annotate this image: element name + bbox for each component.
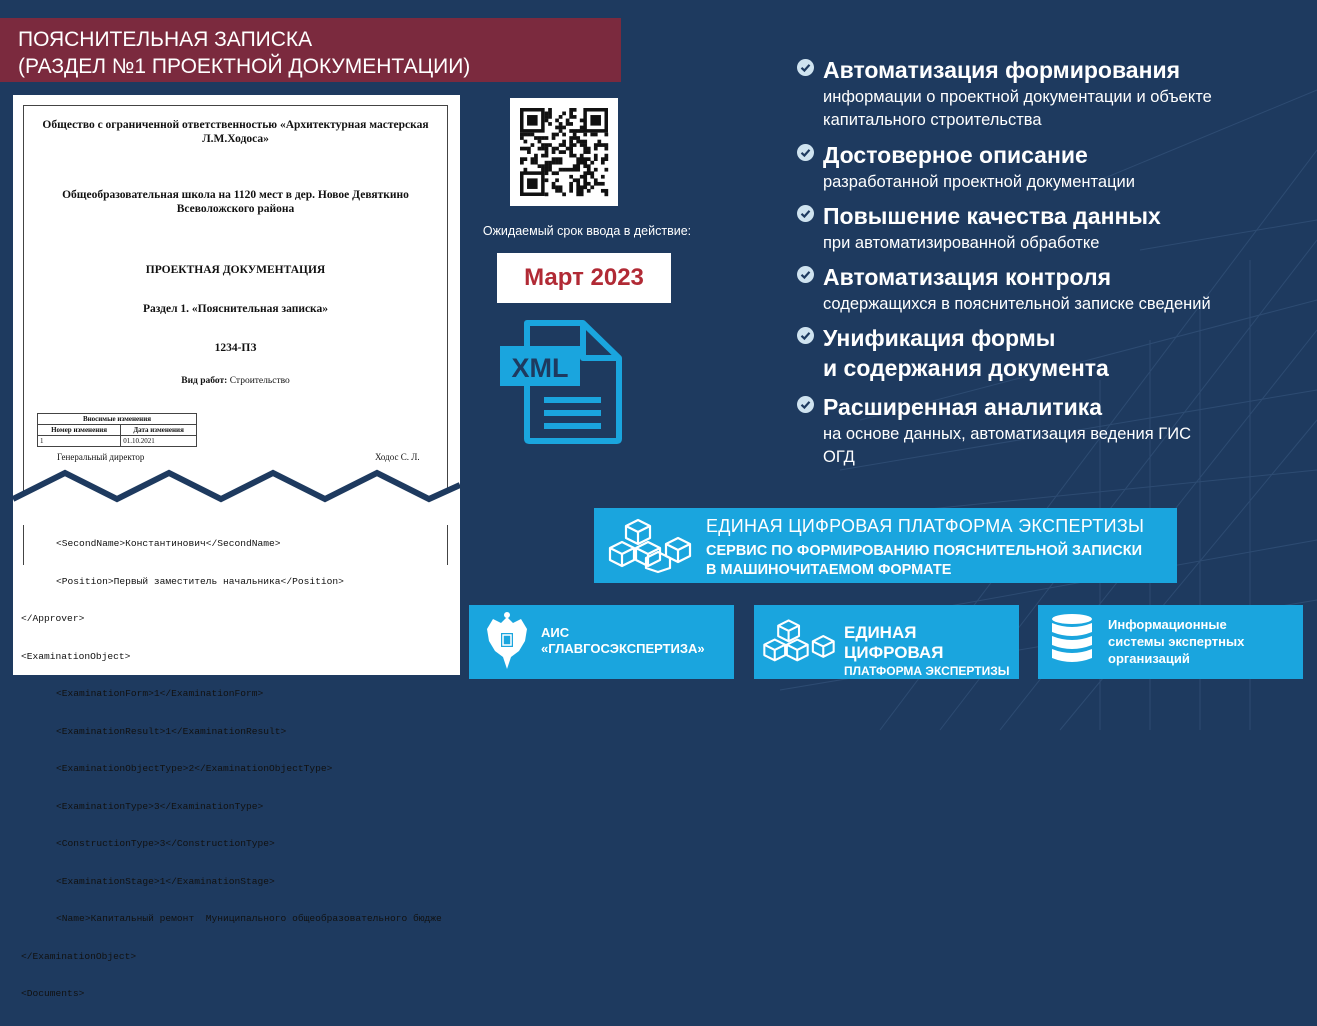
platform-banner[interactable] <box>594 508 1177 583</box>
doc-object-line1: Общеобразовательная школа на 1120 мест в дер. Новое Девяткино <box>62 189 409 201</box>
feature-subtext: разработанной проектной документации <box>823 173 1135 191</box>
doc-org-line2: Л.М.Ходоса» <box>202 133 269 145</box>
cubes-network-icon <box>608 516 692 576</box>
feature-subtext: ОГД <box>823 448 855 466</box>
document-preview <box>13 95 460 999</box>
doc-section: Раздел 1. «Пояснительная записка» <box>142 303 329 315</box>
tile-ais-glavgosexpertiza[interactable] <box>469 605 734 679</box>
feature-subtext: содержащихся в пояснительной записке сведений <box>823 295 1211 313</box>
xml-line: <Name>Капитальный ремонт Муниципального общеобразовательного бюдже <box>33 913 442 924</box>
feature-heading: Достоверное описание <box>823 142 1088 168</box>
tile-ecp-line1: ЕДИНАЯ ЦИФРОВАЯ <box>844 623 944 662</box>
tile-information-systems[interactable] <box>1038 605 1303 679</box>
check-circle-icon <box>797 266 814 283</box>
platform-banner-title: ЕДИНАЯ ЦИФРОВАЯ ПЛАТФОРМА ЭКСПЕРТИЗЫ <box>706 516 1145 536</box>
changes-table <box>37 413 197 447</box>
xml-line: <ExaminationForm>1</ExaminationForm> <box>33 688 264 699</box>
tile-ais-line2: «ГЛАВГОСЭКСПЕРТИЗА» <box>541 641 705 656</box>
tile-is-line1: Информационные <box>1108 617 1227 632</box>
tile-ecp-line2: ПЛАТФОРМА ЭКСПЕРТИЗЫ <box>844 664 1010 678</box>
feature-subtext: капитального строительства <box>823 111 1042 129</box>
xml-line: <ExaminationObject> <box>21 650 131 662</box>
doc-director-name: Ходос С. Л. <box>375 452 420 462</box>
feature-subtext: информации о проектной документации и объекте <box>823 88 1212 106</box>
tile-is-line2: системы экспертных <box>1108 634 1245 649</box>
doc-work-type-label: Вид работ: <box>181 376 228 386</box>
slide-title-line2: (РАЗДЕЛ №1 ПРОЕКТНОЙ ДОКУМЕНТАЦИИ) <box>18 55 471 78</box>
doc-object-line2: Всеволожского района <box>176 203 295 215</box>
feature-heading-line2: и содержания документа <box>823 355 1109 381</box>
doc-work-type <box>33 373 438 389</box>
xml-line: <Position>Первый заместитель начальника</Position> <box>33 575 344 587</box>
changes-title: Вносимые изменения <box>38 414 197 425</box>
eagle-emblem-icon <box>481 611 533 673</box>
xml-file-icon <box>497 320 623 444</box>
xml-line: </Approver> <box>21 613 85 624</box>
changes-col1: Номер изменения <box>38 425 121 436</box>
expected-date-value: Март 2023 <box>497 253 671 303</box>
doc-director-label: Генеральный директор <box>57 452 145 462</box>
xml-line: <Documents> <box>21 988 85 999</box>
feature-heading: Автоматизация формирования <box>823 57 1181 83</box>
feature-heading: Повышение качества данных <box>823 203 1161 229</box>
check-circle-icon <box>797 396 814 413</box>
platform-banner-sub2: В МАШИНОЧИТАЕМОМ ФОРМАТЕ <box>706 562 952 578</box>
feature-heading: Расширенная аналитика <box>823 394 1103 420</box>
xml-line: <ExaminationStage>1</ExaminationStage> <box>33 875 275 887</box>
doc-work-type-value: Строительство <box>229 376 290 386</box>
feature-heading: Автоматизация контроля <box>823 264 1112 290</box>
tile-is-line3: организаций <box>1108 651 1190 666</box>
platform-banner-sub1: СЕРВИС ПО ФОРМИРОВАНИЮ ПОЯСНИТЕЛЬНОЙ ЗАПИСКИ <box>706 543 1142 559</box>
doc-code: 1234-ПЗ <box>214 342 257 354</box>
doc-type: ПРОЕКТНАЯ ДОКУМЕНТАЦИЯ <box>145 264 326 276</box>
xml-code-preview <box>21 513 463 1026</box>
tile-unified-digital-platform[interactable] <box>754 605 1019 679</box>
cubes-network-icon <box>760 617 838 669</box>
feature-heading: Унификация формы <box>823 325 1056 351</box>
xml-line: <ExaminationObjectType>2</ExaminationObjectType> <box>33 763 333 774</box>
check-circle-icon <box>797 59 814 76</box>
xml-line: <ExaminationResult>1</ExaminationResult> <box>33 725 287 737</box>
feature-subtext: на основе данных, автоматизация ведения ГИС <box>823 425 1191 443</box>
tile-ais-line1: АИС <box>541 625 570 640</box>
slide-title-line1: ПОЯСНИТЕЛЬНАЯ ЗАПИСКА <box>18 28 313 51</box>
expected-date-label: Ожидаемый срок ввода в действие: <box>482 224 692 238</box>
xml-line: <ConstructionType>3</ConstructionType> <box>33 838 275 849</box>
xml-line: <SecondName>Константинович</SecondName> <box>33 538 281 549</box>
changes-row-num: 1 <box>38 436 121 447</box>
xml-icon-label: XML <box>511 353 569 383</box>
check-circle-icon <box>797 144 814 161</box>
xml-line: <ExaminationType>3</ExaminationType> <box>33 800 264 812</box>
slide-title <box>0 18 621 82</box>
xml-line: </ExaminationObject> <box>21 950 137 962</box>
platform-banner-subtitle <box>706 542 1142 580</box>
database-icon <box>1050 613 1094 671</box>
qr-code[interactable] <box>510 98 618 206</box>
check-circle-icon <box>797 205 814 222</box>
changes-row-date: 01.10.2021 <box>121 436 197 447</box>
feature-subtext: при автоматизированной обработке <box>823 234 1100 252</box>
check-circle-icon <box>797 327 814 344</box>
doc-org-line1: Общество с ограниченной ответственностью «Архитектурная мастерская <box>42 119 429 131</box>
changes-col2: Дата изменения <box>121 425 197 436</box>
qr-code-pattern <box>510 98 618 206</box>
